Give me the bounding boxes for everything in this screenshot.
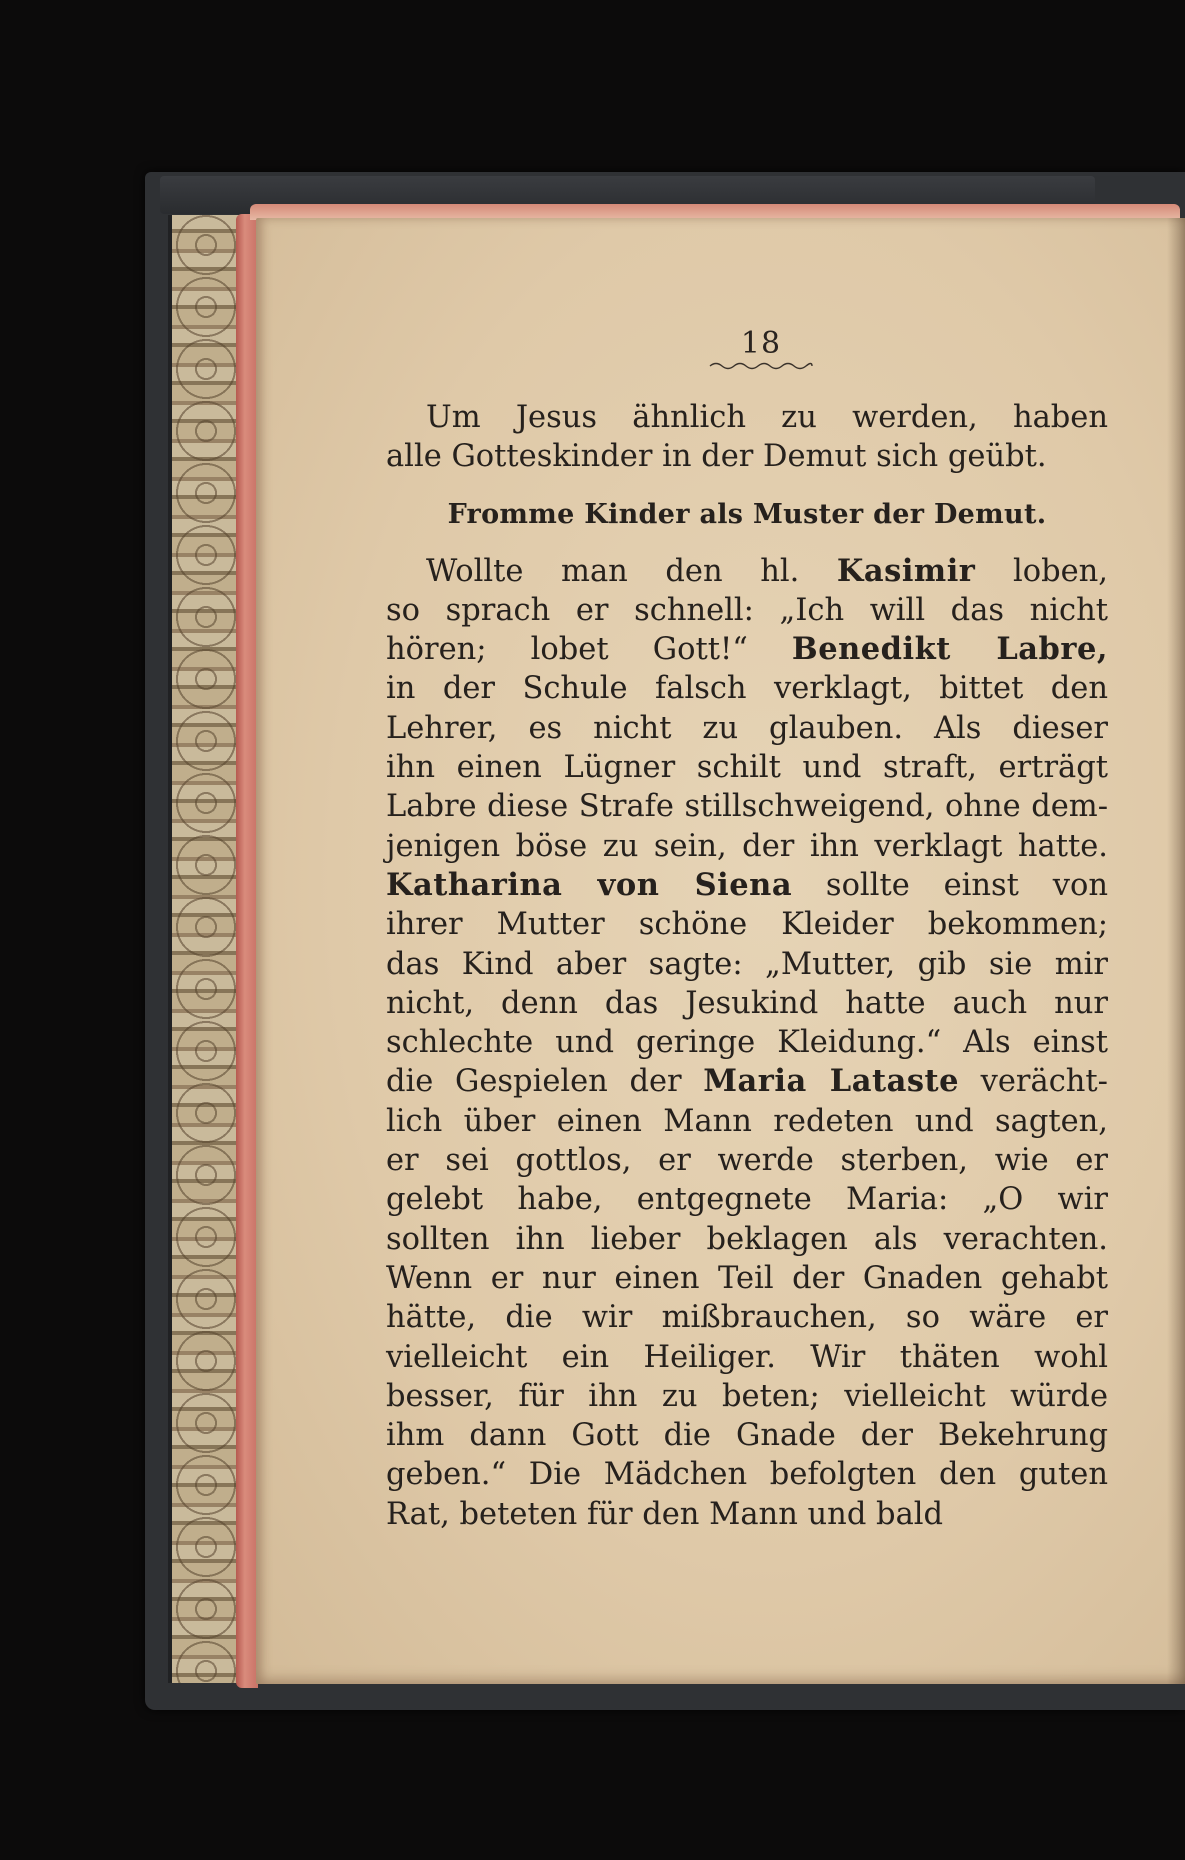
spine-decoration bbox=[168, 215, 243, 1683]
emphasized-name: Katharina von Siena bbox=[386, 866, 793, 903]
page-text bbox=[386, 398, 1108, 1534]
body-line bbox=[386, 1416, 1108, 1455]
intro-line: Um Jesus ähnlich zu werden, haben bbox=[426, 400, 1108, 435]
body-line bbox=[386, 984, 1108, 1023]
body-line bbox=[386, 1338, 1108, 1377]
body-line bbox=[386, 1180, 1108, 1219]
body-line bbox=[386, 866, 1108, 905]
body-line bbox=[386, 669, 1108, 708]
body-text: in der Schule falsch verklagt, bittet den bbox=[386, 671, 1108, 707]
page-gutter-shadow bbox=[1167, 218, 1185, 1684]
book-page bbox=[256, 218, 1185, 1684]
body-line bbox=[386, 945, 1108, 984]
body-text: das Kind aber sagte: „Mutter, gib sie mir bbox=[386, 946, 1108, 982]
body-text: gelebt habe, entgegnete Maria: „O wir bbox=[386, 1182, 1108, 1218]
body-line bbox=[386, 1495, 1108, 1534]
body-line bbox=[386, 1023, 1108, 1062]
body-line bbox=[386, 552, 1108, 591]
body-text: ihm dann Gott die Gnade der Bekehrung bbox=[386, 1418, 1108, 1454]
body-text: so sprach er schnell: „Ich will das nicht bbox=[386, 592, 1108, 628]
body-text: die Gespielen der bbox=[386, 1064, 704, 1100]
body-text: besser, für ihn zu beten; vielleicht würde bbox=[386, 1378, 1108, 1414]
body-text: schlechte und geringe Kleidung.“ Als einst bbox=[386, 1025, 1108, 1061]
body-text: er sei gottlos, er werde sterben, wie er bbox=[386, 1143, 1108, 1179]
body-paragraph bbox=[386, 552, 1108, 1534]
body-text: vielleicht ein Heiliger. Wir thäten wohl bbox=[386, 1339, 1108, 1375]
body-line bbox=[386, 1141, 1108, 1180]
body-line bbox=[386, 591, 1108, 630]
body-line bbox=[386, 787, 1108, 826]
body-text: Labre diese Strafe stillschweigend, ohne dem- bbox=[386, 789, 1108, 825]
body-line bbox=[386, 709, 1108, 748]
intro-line: alle Gotteskinder in der Demut sich geübt. bbox=[386, 439, 1047, 475]
emphasized-name: Benedikt Labre, bbox=[791, 631, 1108, 668]
body-line bbox=[386, 1062, 1108, 1101]
body-line bbox=[386, 905, 1108, 944]
body-line bbox=[386, 1259, 1108, 1298]
body-text: ihn einen Lügner schilt und straft, erträgt bbox=[386, 750, 1108, 786]
body-text: geben.“ Die Mädchen befolgten den guten bbox=[386, 1457, 1108, 1493]
body-text: Rat, beteten für den Mann und bald bbox=[386, 1496, 944, 1532]
body-text: hätte, die wir mißbrauchen, so wäre er bbox=[386, 1300, 1108, 1336]
red-page-edge bbox=[236, 214, 258, 1688]
body-line bbox=[386, 1102, 1108, 1141]
body-text: Wenn er nur einen Teil der Gnaden gehabt bbox=[386, 1260, 1108, 1296]
body-line bbox=[386, 1220, 1108, 1259]
body-text: hören; lobet Gott!“ bbox=[386, 632, 792, 668]
emphasized-name: Kasimir bbox=[836, 552, 976, 589]
body-text: verächt- bbox=[959, 1064, 1108, 1100]
body-line bbox=[386, 1455, 1108, 1494]
body-text: Wollte man den hl. bbox=[426, 553, 837, 589]
body-line bbox=[386, 630, 1108, 669]
section-heading: Fromme Kinder als Muster der Demut. bbox=[447, 498, 1047, 530]
body-text: loben, bbox=[975, 553, 1108, 589]
page-number: 18 bbox=[740, 326, 782, 361]
body-text: nicht, denn das Jesukind hatte auch nur bbox=[386, 985, 1108, 1021]
body-line bbox=[386, 827, 1108, 866]
body-text: sollte einst von bbox=[792, 867, 1108, 903]
body-line bbox=[386, 1377, 1108, 1416]
body-text: sollten ihn lieber beklagen als verachten. bbox=[386, 1221, 1108, 1257]
body-line bbox=[386, 1298, 1108, 1337]
body-text: lich über einen Mann redeten und sagten, bbox=[386, 1103, 1108, 1139]
emphasized-name: Maria Lataste bbox=[703, 1063, 959, 1100]
body-text: ihrer Mutter schöne Kleider bekommen; bbox=[386, 907, 1108, 943]
body-text: Lehrer, es nicht zu glauben. Als dieser bbox=[386, 710, 1108, 746]
body-line bbox=[386, 748, 1108, 787]
page-number-ornament bbox=[708, 361, 814, 371]
body-text: jenigen böse zu sein, der ihn verklagt hatte. bbox=[386, 828, 1108, 864]
